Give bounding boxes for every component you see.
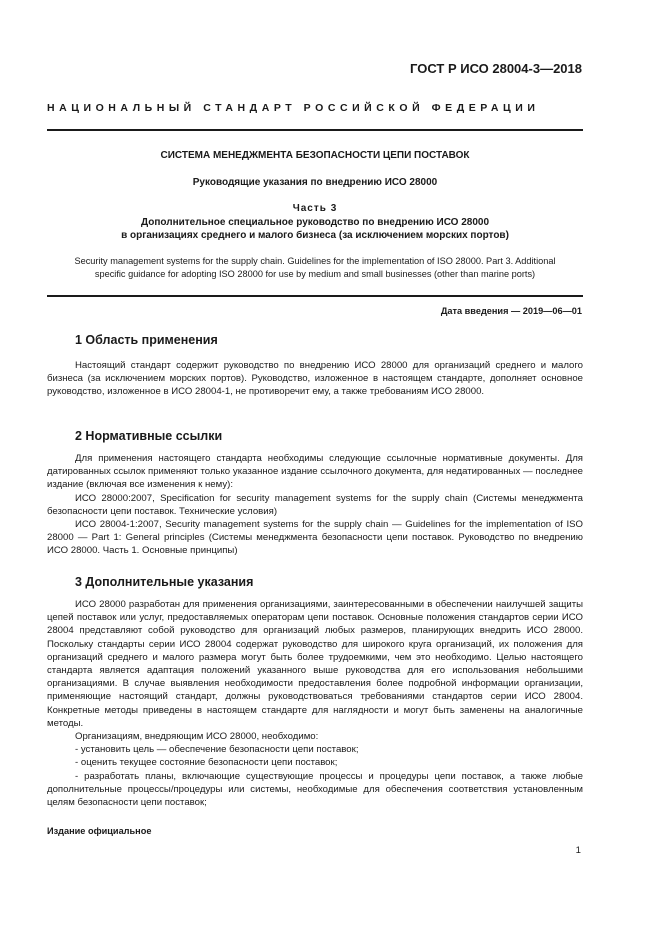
english-title-line-2: specific guidance for adopting ISO 28000 for use by medium and small businesses (other than marine ports) <box>94 269 536 279</box>
page-number: 1 <box>575 845 581 856</box>
section-3-list-item-1: - установить цель — обеспечение безопасности цепи поставок; <box>75 744 359 756</box>
official-edition-label: Издание официальное <box>47 826 152 836</box>
section-3-paragraph-1: ИСО 28000 разработан для применения организациями, заинтересованными в обеспечении наилучшей защиты цепей поставок или услуг, предоставляемых операторам цепи поставок. Основные положения стандартов серии ИСО 28004 представляют собой руководство для организаций любых размеров, планирующих внедрить ИСО 28000. Поскольку стандарты серии ИСО 28004 содержат руководство для широкого круга организаций, их положения для организаций среднего и малого размера могут быть более трудоемкими, чем это необходимо. Целью настоящего стандарта является адаптация положений указанного выше руководства для его использования небольшими организациями. В случае выявления необходимости предоставления более подробной информации организации, применяющие настоящий стандарт, должны руководствоваться требованиями стандартов серии ИСО 28004. Конкретные методы приведены в настоящем стандарте для наглядности и могут быть заменены на аналогичные методы. <box>47 599 583 729</box>
top-divider <box>47 129 583 131</box>
title-divider <box>47 295 583 297</box>
title-line-1: Дополнительное специальное руководство по внедрению ИСО 28000 <box>140 217 490 228</box>
section-2-reference-2: ИСО 28004-1:2007, Security management systems for the supply chain — Guidelines for the implementation of ISO 28000 — Part 1: General principles (Системы менеджмента безопасности цепи поставок. Руководство по внедрению ИСО 28000. Часть 1. Основные принципы) <box>47 519 583 557</box>
section-3-list-item-2: - оценить текущее состояние безопасности цепи поставок; <box>75 757 338 769</box>
section-2-heading: 2 Нормативные ссылки <box>75 429 223 443</box>
section-1-paragraph: Настоящий стандарт содержит руководство по внедрению ИСО 28000 для организаций среднего и малого бизнеса (за исключением морских портов). Руководство, изложенное в настоящем стандарте, дополняет основное руководство, изложенное в ИСО 28004-1, не противоречит ему, а также требованиям ИСО 28000. <box>47 360 583 398</box>
english-title <box>47 255 583 281</box>
english-title-line-1: Security management systems for the supply chain. Guidelines for the implementation of ISO 28000. Part 3. Additional <box>74 256 556 266</box>
section-3-paragraph-2: Организациям, внедряющим ИСО 28000, необходимо: <box>75 731 319 743</box>
title-guide: Руководящие указания по внедрению ИСО 28000 <box>192 177 438 188</box>
section-2-paragraph-1: Для применения настоящего стандарта необходимы следующие ссылочные нормативные документы. Для датированных ссылок применяют только указанное издание ссылочного документа, для недатированных — последнее издание (включая все изменения к нему): <box>47 453 583 491</box>
national-standard-banner: НАЦИОНАЛЬНЫЙ СТАНДАРТ РОССИЙСКОЙ ФЕДЕРАЦИИ <box>47 102 540 114</box>
section-2-body <box>47 452 583 558</box>
title-part: Часть 3 <box>292 203 338 214</box>
title-system: СИСТЕМА МЕНЕДЖМЕНТА БЕЗОПАСНОСТИ ЦЕПИ ПОСТАВОК <box>160 150 470 161</box>
section-2-reference-1: ИСО 28000:2007, Specification for security management systems for the supply chain (Системы менеджмента безопасности цепи поставок. Технические условия) <box>47 492 583 517</box>
document-number: ГОСТ Р ИСО 28004-3—2018 <box>410 61 582 76</box>
title-line-2: в организациях среднего и малого бизнеса (за исключением морских портов) <box>121 230 509 241</box>
section-3-list-item-3: - разработать планы, включающие существующие процессы и процедуры цепи поставок, а также любые дополнительные процессы/процедуры или системы, необходимые для обеспечения соответствия установленным целям безопасности цепи поставок; <box>47 770 583 809</box>
date-of-introduction: Дата введения — 2019—06—01 <box>440 306 582 316</box>
section-1-body <box>47 359 583 399</box>
section-3-body <box>47 598 583 809</box>
section-1-heading: 1 Область применения <box>75 333 218 347</box>
section-3-heading: 3 Дополнительные указания <box>75 575 254 589</box>
